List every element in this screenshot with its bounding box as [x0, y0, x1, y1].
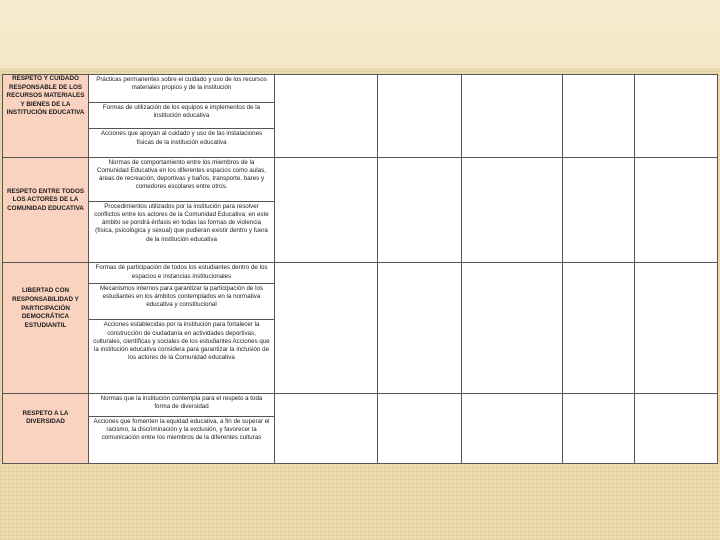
item-cell: Normas que la institución contempla para el respeto a toda forma de diversidad: [89, 393, 275, 416]
response-cell[interactable]: [378, 393, 462, 463]
category-cell: [3, 263, 89, 393]
response-cell[interactable]: [462, 157, 563, 263]
category-label: LIBERTAD CON RESPONSABILIDAD Y PARTICIPACIÓN DEMOCRÁTICA ESTUDIANTIL: [12, 287, 79, 329]
top-band: [0, 0, 720, 68]
response-cell[interactable]: [462, 393, 563, 463]
response-cell[interactable]: [275, 75, 378, 158]
category-label: RESPETO A LA DIVERSIDAD: [22, 409, 69, 426]
category-label: RESPETO ENTRE TODOS LOS ACTORES DE LA COMUNIDAD EDUCATIVA: [6, 187, 85, 212]
item-cell: Prácticas permanentes sobre el cuidado y uso de los recursos materiales propios y de la institución: [89, 75, 275, 103]
category-cell: [3, 75, 89, 158]
response-cell[interactable]: [563, 75, 635, 158]
item-cell: Formas de utilización de los equipos e implementos de la institución educativa: [89, 103, 275, 129]
response-cell[interactable]: [275, 157, 378, 263]
table-row: [3, 75, 718, 103]
item-cell: Mecanismos internos para garantizar la participación de los estudiantes en los ámbitos contemplados en la normativa educativa y constitucional: [89, 283, 275, 320]
item-cell: Formas de participación de todos los estudiantes dentro de los espacios e instancias institucionales: [89, 263, 275, 283]
category-cell: [3, 157, 89, 263]
response-cell[interactable]: [635, 75, 718, 158]
response-cell[interactable]: [378, 157, 462, 263]
item-cell: Acciones establecidas por la institución para fortalecer la construcción de ciudadanía en actividades deportivas, culturales, científicas y sociales de los estudiantes Acciones que la institución educativa considera para garantizar la inclusión de los actores de la Comunidad educativa: [89, 320, 275, 393]
response-cell[interactable]: [275, 263, 378, 393]
response-cell[interactable]: [563, 393, 635, 463]
response-cell[interactable]: [462, 263, 563, 393]
response-cell[interactable]: [378, 263, 462, 393]
response-cell[interactable]: [563, 157, 635, 263]
response-cell[interactable]: [635, 157, 718, 263]
item-cell: Acciones que fomenten la equidad educativa, a fin de superar el racismo, la discriminación y la exclusión, y favorecer la comunicación entre los miembros de la diferentes culturas: [89, 416, 275, 463]
response-cell[interactable]: [378, 75, 462, 158]
table-row: [3, 393, 718, 416]
code-of-conduct-table: [2, 74, 718, 464]
response-cell[interactable]: [563, 263, 635, 393]
response-cell[interactable]: [635, 263, 718, 393]
code-of-conduct-table-sheet: [2, 74, 717, 464]
table-row: [3, 157, 718, 201]
item-cell: Procedimientos utilizados por la institución para resolver conflictos entre los actores de la Comunidad Educativa; en este ámbito se pondrá énfasis en todas las formas de violencia (física, psicológica y sexual) que pudieran existir dentro y fuera de la institución educativa: [89, 201, 275, 263]
response-cell[interactable]: [275, 393, 378, 463]
item-cell: Normas de comportamiento entre los miembros de la Comunidad Educativa en los diferentes espacios como aulas, áreas de recreación, deportivas y baños, transporte, bares y comedores escolares entre otros.: [89, 157, 275, 201]
response-cell[interactable]: [635, 393, 718, 463]
category-cell: [3, 393, 89, 463]
category-label: RESPETO Y CUIDADO RESPONSABLE DE LOS RECURSOS MATERIALES Y BIENES DE LA INSTITUCIÓN EDUCATIVA: [6, 75, 85, 117]
response-cell[interactable]: [462, 75, 563, 158]
table-row: [3, 263, 718, 283]
item-cell: Acciones que apoyan al cuidado y uso de las instalaciones físicas de la institución educativa: [89, 129, 275, 157]
